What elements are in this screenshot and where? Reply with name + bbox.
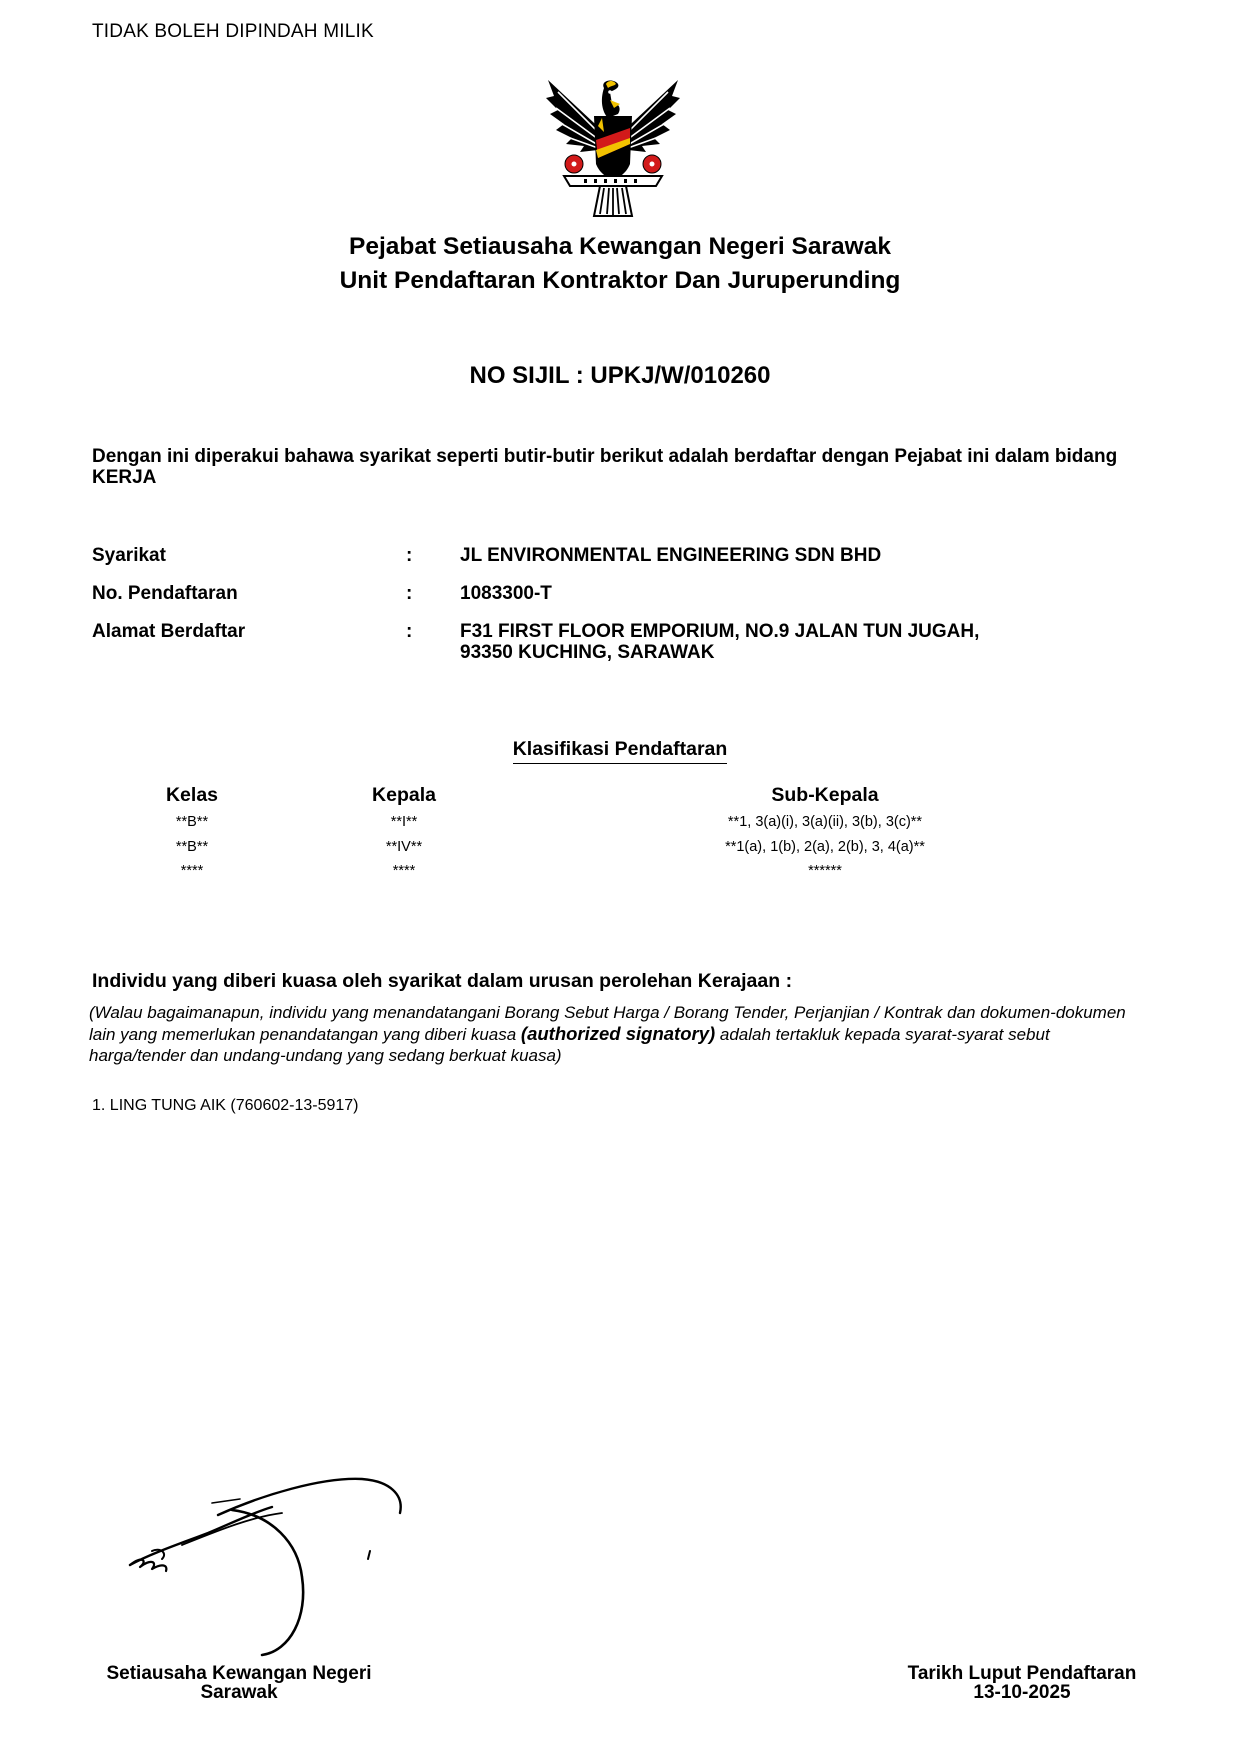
row2-kepala: **IV**: [385, 839, 423, 855]
certification-statement: Dengan ini diperakui bahawa syarikat seperti butir-butir berikut adalah berdaftar dengan Pejabat ini dalam bidang KERJA: [92, 446, 1118, 488]
officer-title-line1: Setiausaha Kewangan Negeri: [106, 1663, 372, 1684]
row3-sub-kepala: ******: [808, 863, 842, 879]
company-label: Syarikat: [92, 545, 166, 566]
row2-kelas: **B**: [175, 839, 209, 855]
row1-sub-kepala: **1, 3(a)(i), 3(a)(ii), 3(b), 3(c)**: [727, 814, 923, 830]
non-transferable-notice: TIDAK BOLEH DIPINDAH MILIK: [92, 21, 374, 42]
signatory-entry: 1. LING TUNG AIK (760602-13-5917): [92, 1097, 359, 1114]
address-label: Alamat Berdaftar: [92, 621, 246, 642]
authorized-individuals-title: Individu yang diberi kuasa oleh syarikat dalam urusan perolehan Kerajaan :: [92, 970, 793, 992]
expiry-date: 13-10-2025: [973, 1682, 1071, 1703]
header-kepala: Kepala: [372, 784, 436, 806]
note-text-before: (Walau bagaimanapun, individu yang menandatangani Borang Sebut Harga / Borang Tender, Perjanjian / Kontrak dan dokumen-dokumen lain yang memerlukan penandatangan yang diberi kuasa: [89, 1003, 1126, 1044]
expiry-block: [872, 1664, 1172, 1702]
authorization-note: [89, 1002, 1149, 1066]
sarawak-coat-of-arms-icon: [544, 78, 682, 220]
signing-officer-title: [74, 1664, 404, 1702]
registration-colon: :: [406, 583, 413, 604]
registration-label: No. Pendaftaran: [92, 583, 238, 604]
row3-kelas: ****: [180, 863, 204, 879]
company-colon: :: [406, 545, 413, 566]
office-title: Pejabat Setiausaha Kewangan Negeri Sarawak: [349, 233, 891, 260]
unit-title: Unit Pendaftaran Kontraktor Dan Juruperunding: [339, 267, 901, 294]
expiry-label: Tarikh Luput Pendaftaran: [907, 1663, 1137, 1684]
header-kelas: Kelas: [165, 784, 219, 806]
row1-kelas: **B**: [175, 814, 209, 830]
row3-kepala: ****: [392, 863, 416, 879]
note-authorized-signatory: (authorized signatory): [520, 1023, 716, 1044]
row2-sub-kepala: **1(a), 1(b), 2(a), 2(b), 3, 4(a)**: [725, 839, 925, 855]
registration-number: 1083300-T: [460, 583, 552, 604]
officer-title-line2: Sarawak: [200, 1682, 278, 1703]
address-colon: :: [406, 621, 413, 642]
registered-address: F31 FIRST FLOOR EMPORIUM, NO.9 JALAN TUN JUGAH, 93350 KUCHING, SARAWAK: [460, 621, 980, 663]
note-text-after: adalah tertakluk kepada syarat-syarat sebut harga/tender dan undang-undang yang sedang berkuat kuasa): [89, 1025, 1050, 1065]
company-name: JL ENVIRONMENTAL ENGINEERING SDN BHD: [460, 545, 882, 566]
certificate-number: NO SIJIL : UPKJ/W/010260: [469, 362, 771, 389]
row1-kepala: **I**: [390, 814, 418, 830]
handwritten-signature: [122, 1455, 422, 1660]
classification-title-text: Klasifikasi Pendaftaran: [513, 738, 728, 764]
classification-title: [0, 738, 1240, 761]
header-sub-kepala: Sub-Kepala: [771, 784, 879, 806]
